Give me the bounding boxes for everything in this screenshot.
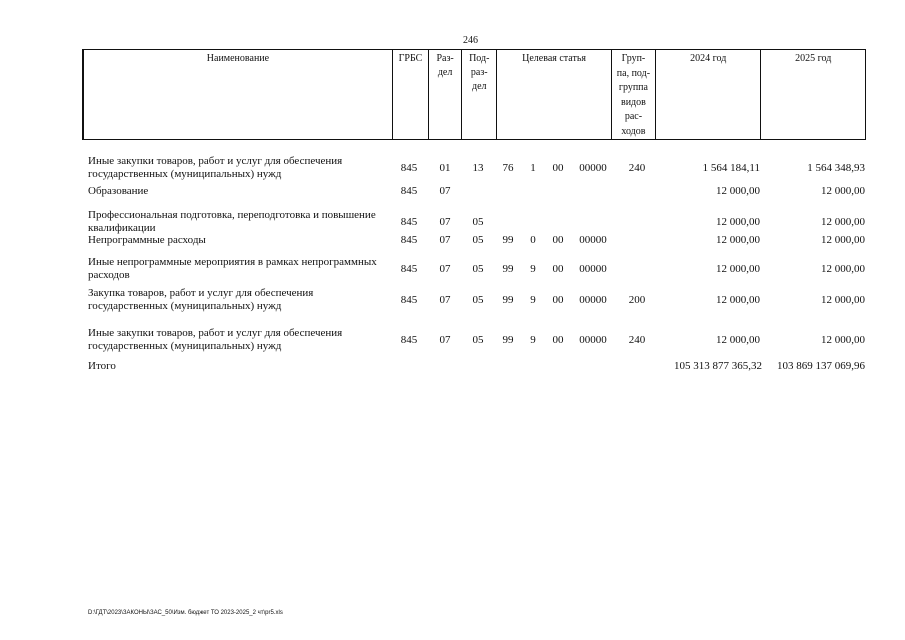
row-t2: 0 bbox=[530, 234, 536, 246]
row-v2024: 12 000,00 bbox=[716, 334, 760, 346]
row-name: Образование bbox=[88, 185, 149, 197]
row-v2024: 12 000,00 bbox=[716, 185, 760, 197]
row-t1: 99 bbox=[502, 234, 514, 246]
row-v2025: 12 000,00 bbox=[821, 263, 865, 275]
row-t3: 00 bbox=[552, 162, 564, 174]
header-2024: 2024 год bbox=[656, 50, 761, 140]
row-prz: 05 bbox=[472, 234, 484, 246]
total-label: Итого bbox=[88, 360, 116, 372]
row-prz: 05 bbox=[472, 294, 484, 306]
header-razdel: Раз- дел bbox=[429, 50, 462, 140]
row-prz: 13 bbox=[472, 162, 484, 174]
header-target: Целевая статья bbox=[497, 50, 612, 140]
total-2025: 103 869 137 069,96 bbox=[777, 360, 865, 372]
row-t3: 00 bbox=[552, 234, 564, 246]
row-t1: 99 bbox=[502, 294, 514, 306]
page-number: 246 bbox=[463, 35, 478, 46]
row-v2024: 12 000,00 bbox=[716, 263, 760, 275]
row-v2025: 12 000,00 bbox=[821, 234, 865, 246]
row-t3: 00 bbox=[552, 294, 564, 306]
row-t2: 9 bbox=[530, 334, 536, 346]
row-rz: 07 bbox=[439, 234, 451, 246]
row-t4: 00000 bbox=[579, 162, 607, 174]
row-t1: 76 bbox=[502, 162, 514, 174]
row-grbs: 845 bbox=[400, 216, 418, 228]
row-t4: 00000 bbox=[579, 334, 607, 346]
row-v2024: 1 564 184,11 bbox=[702, 162, 760, 174]
row-grbs: 845 bbox=[400, 334, 418, 346]
row-t1: 99 bbox=[502, 334, 514, 346]
row-t3: 00 bbox=[552, 263, 564, 275]
row-t4: 00000 bbox=[579, 294, 607, 306]
row-t2: 9 bbox=[530, 263, 536, 275]
row-grp: 200 bbox=[628, 294, 646, 306]
row-rz: 07 bbox=[439, 334, 451, 346]
row-grp: 240 bbox=[628, 162, 646, 174]
row-v2024: 12 000,00 bbox=[716, 294, 760, 306]
row-v2025: 12 000,00 bbox=[821, 334, 865, 346]
total-2024: 105 313 877 365,32 bbox=[674, 360, 762, 372]
row-name: Непрограммные расходы bbox=[88, 234, 206, 246]
row-v2025: 1 564 348,93 bbox=[807, 162, 865, 174]
row-prz: 05 bbox=[472, 216, 484, 228]
row-t2: 9 bbox=[530, 294, 536, 306]
row-v2024: 12 000,00 bbox=[716, 216, 760, 228]
header-podrazdel: Под- раз- дел bbox=[462, 50, 497, 140]
row-name: Закупка товаров, работ и услуг для обеспечения государственных (муниципальных) нужд bbox=[88, 287, 314, 312]
row-t4: 00000 bbox=[579, 263, 607, 275]
row-grbs: 845 bbox=[400, 234, 418, 246]
row-v2024: 12 000,00 bbox=[716, 234, 760, 246]
row-grbs: 845 bbox=[400, 185, 418, 197]
row-t2: 1 bbox=[530, 162, 536, 174]
row-rz: 07 bbox=[439, 216, 451, 228]
row-name: Профессиональная подготовка, переподготовка и повышение квалификации bbox=[88, 209, 376, 234]
row-t1: 99 bbox=[502, 263, 514, 275]
row-rz: 01 bbox=[439, 162, 451, 174]
footer-file-path: D:\ГДТ\2023\ЗАКОНЫ\ЗАС_50\Изм. бюджет ТО 2023-2025_2 чт\pr5.xls bbox=[88, 610, 283, 616]
row-rz: 07 bbox=[439, 185, 451, 197]
row-name: Иные закупки товаров, работ и услуг для обеспечения государственных (муниципальных) нужд bbox=[88, 327, 343, 352]
header-2025: 2025 год bbox=[761, 50, 866, 140]
row-rz: 07 bbox=[439, 294, 451, 306]
row-t3: 00 bbox=[552, 334, 564, 346]
row-prz: 05 bbox=[472, 334, 484, 346]
row-grbs: 845 bbox=[400, 162, 418, 174]
row-grbs: 845 bbox=[400, 263, 418, 275]
header-name: Наименование bbox=[83, 50, 392, 140]
row-name: Иные закупки товаров, работ и услуг для обеспечения государственных (муниципальных) нужд bbox=[88, 155, 343, 180]
row-v2025: 12 000,00 bbox=[821, 185, 865, 197]
row-v2025: 12 000,00 bbox=[821, 216, 865, 228]
row-grbs: 845 bbox=[400, 294, 418, 306]
row-rz: 07 bbox=[439, 263, 451, 275]
row-name: Иные непрограммные мероприятия в рамках непрограммных расходов bbox=[88, 256, 377, 281]
row-grp: 240 bbox=[628, 334, 646, 346]
header-grbs: ГРБС bbox=[392, 50, 428, 140]
header-group: Груп- па, под- группа видов рас- ходов bbox=[611, 50, 655, 140]
row-v2025: 12 000,00 bbox=[821, 294, 865, 306]
row-prz: 05 bbox=[472, 263, 484, 275]
row-t4: 00000 bbox=[579, 234, 607, 246]
